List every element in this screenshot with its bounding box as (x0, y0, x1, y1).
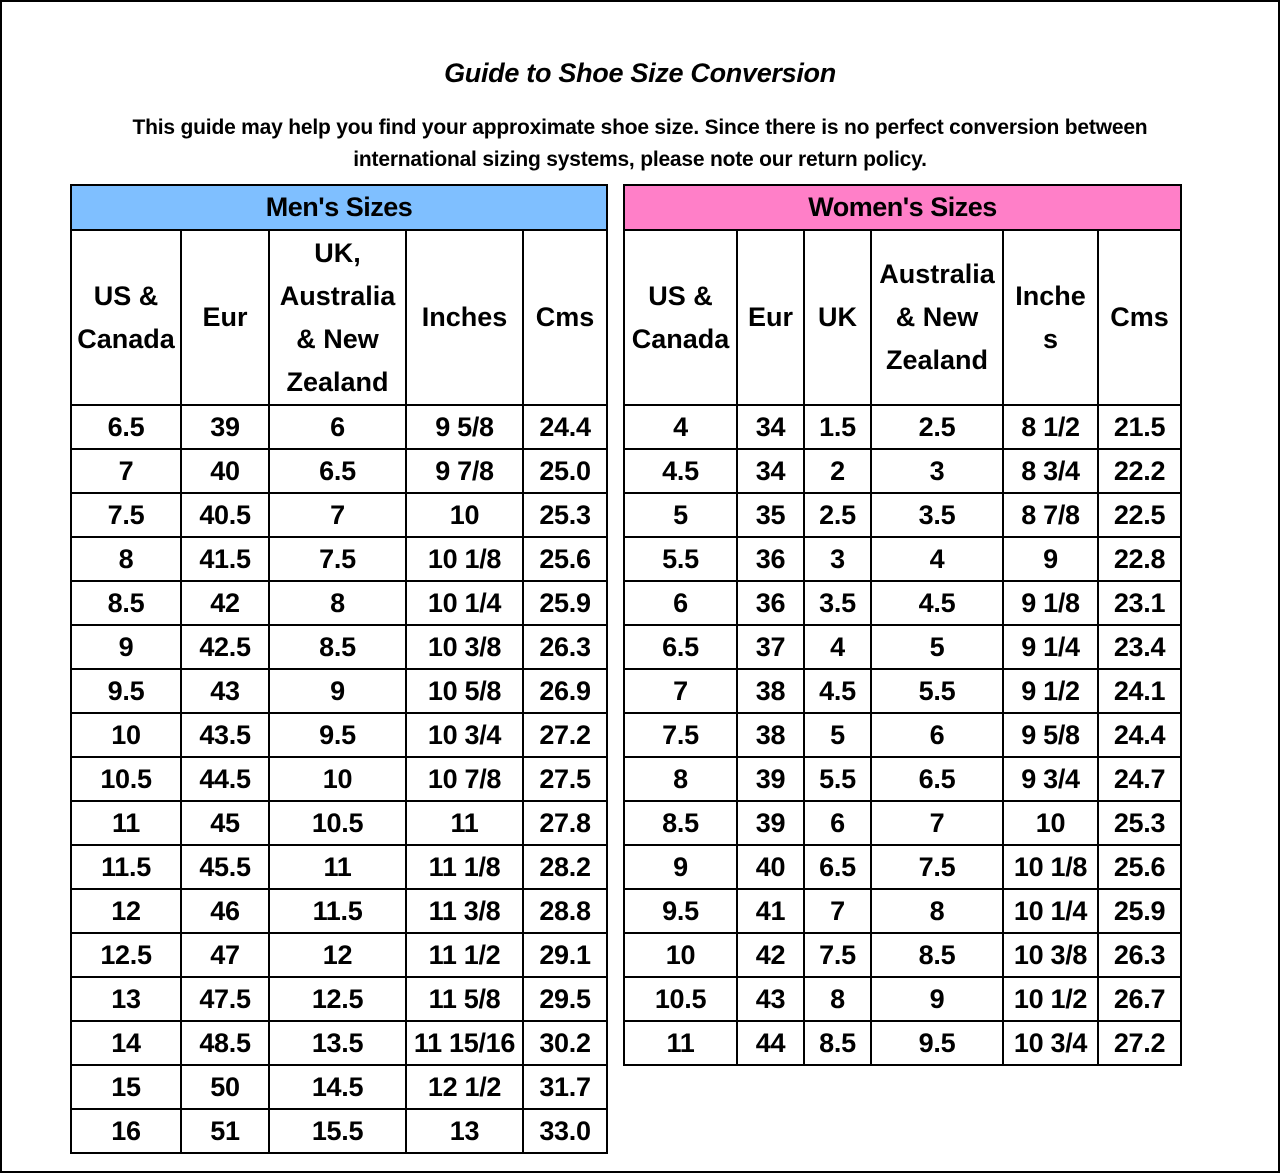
women-size-cell: 24.4 (1098, 713, 1181, 757)
men-size-cell: 48.5 (181, 1021, 269, 1065)
women-size-cell: 23.4 (1098, 625, 1181, 669)
women-size-cell: 3.5 (804, 581, 871, 625)
table-row (624, 625, 1181, 669)
men-size-cell: 9 7/8 (406, 449, 523, 493)
men-size-cell: 11 1/8 (406, 845, 523, 889)
women-size-cell: 9 5/8 (1003, 713, 1098, 757)
women-size-cell: 26.7 (1098, 977, 1181, 1021)
women-size-cell: 10 1/2 (1003, 977, 1098, 1021)
women-size-cell: 9 (871, 977, 1003, 1021)
men-column-header-line: Eur (202, 302, 248, 332)
men-size-cell: 10 1/8 (406, 537, 523, 581)
men-column-header-line: Zealand (286, 366, 389, 397)
table-row (624, 889, 1181, 933)
women-size-cell: 34 (737, 405, 804, 449)
table-row (624, 449, 1181, 493)
women-size-cell: 4.5 (624, 449, 737, 493)
women-size-cell: 5 (624, 493, 737, 537)
women-size-cell: 3.5 (871, 493, 1003, 537)
women-size-cell: 9 (1003, 537, 1098, 581)
women-size-cell: 23.1 (1098, 581, 1181, 625)
table-row (71, 537, 607, 581)
men-size-cell: 8 (269, 581, 406, 625)
men-size-cell: 9 (71, 625, 181, 669)
table-row (71, 405, 607, 449)
table-row (71, 1065, 607, 1109)
women-size-cell: 7.5 (804, 933, 871, 977)
women-size-cell: 22.8 (1098, 537, 1181, 581)
women-size-cell: 41 (737, 889, 804, 933)
women-size-cell: 4 (624, 405, 737, 449)
men-size-cell: 40 (181, 449, 269, 493)
women-size-cell: 8 (871, 889, 1003, 933)
men-size-cell: 44.5 (181, 757, 269, 801)
women-column-header-line: Eur (747, 302, 793, 332)
men-size-cell: 13.5 (269, 1021, 406, 1065)
men-size-cell: 10 7/8 (406, 757, 523, 801)
women-column-header (737, 230, 804, 405)
women-size-cell: 36 (737, 581, 804, 625)
women-size-cell: 5.5 (871, 669, 1003, 713)
women-size-cell: 7 (624, 669, 737, 713)
men-size-cell: 40.5 (181, 493, 269, 537)
men-size-cell: 13 (71, 977, 181, 1021)
men-size-cell: 12 (269, 933, 406, 977)
women-size-cell: 24.7 (1098, 757, 1181, 801)
women-column-header (871, 230, 1003, 405)
women-size-cell: 39 (737, 801, 804, 845)
women-size-cell: 3 (871, 449, 1003, 493)
men-size-cell: 8 (71, 537, 181, 581)
men-size-cell: 12 (71, 889, 181, 933)
women-size-cell: 43 (737, 977, 804, 1021)
women-size-cell: 6.5 (804, 845, 871, 889)
women-size-cell: 6.5 (624, 625, 737, 669)
table-row (624, 713, 1181, 757)
women-size-cell: 7 (871, 801, 1003, 845)
men-size-cell: 29.5 (523, 977, 607, 1021)
women-size-cell: 8 (624, 757, 737, 801)
table-row (624, 537, 1181, 581)
men-size-cell: 43 (181, 669, 269, 713)
men-size-cell: 27.5 (523, 757, 607, 801)
women-size-cell: 10 1/4 (1003, 889, 1098, 933)
table-row (71, 801, 607, 845)
men-column-header (181, 230, 269, 405)
subtitle-line-1: This guide may help you find your approximate shoe size. Since there is no perfect conversion between (132, 116, 1148, 139)
women-size-cell: 2.5 (804, 493, 871, 537)
men-size-cell: 46 (181, 889, 269, 933)
women-column-header (624, 230, 737, 405)
men-size-cell: 42 (181, 581, 269, 625)
men-column-header-line: Canada (77, 323, 175, 354)
women-size-cell: 9 (624, 845, 737, 889)
men-size-cell: 27.8 (523, 801, 607, 845)
table-row (71, 845, 607, 889)
men-size-cell: 6 (269, 405, 406, 449)
women-column-header-line: & New (895, 302, 979, 332)
women-size-cell: 4.5 (871, 581, 1003, 625)
table-row (624, 977, 1181, 1021)
men-column-header (523, 230, 607, 405)
men-size-cell: 16 (71, 1109, 181, 1153)
table-row (71, 713, 607, 757)
men-size-cell: 7.5 (71, 493, 181, 537)
table-row (624, 801, 1181, 845)
men-size-cell: 26.3 (523, 625, 607, 669)
men-size-cell: 11 (71, 801, 181, 845)
table-row (71, 581, 607, 625)
men-column-header-row (71, 230, 607, 405)
women-size-cell: 36 (737, 537, 804, 581)
men-size-cell: 7 (71, 449, 181, 493)
men-size-cell: 14 (71, 1021, 181, 1065)
women-size-cell: 8 7/8 (1003, 493, 1098, 537)
men-size-cell: 7.5 (269, 537, 406, 581)
women-size-cell: 6 (804, 801, 871, 845)
women-size-cell: 3 (804, 537, 871, 581)
men-sizes-table (70, 184, 608, 1154)
men-size-cell: 9.5 (269, 713, 406, 757)
women-size-cell: 1.5 (804, 405, 871, 449)
men-size-cell: 6.5 (71, 405, 181, 449)
women-size-cell: 9 1/2 (1003, 669, 1098, 713)
women-size-cell: 5.5 (804, 757, 871, 801)
women-size-cell: 2.5 (871, 405, 1003, 449)
men-size-cell: 39 (181, 405, 269, 449)
men-size-cell: 30.2 (523, 1021, 607, 1065)
table-row (71, 933, 607, 977)
men-size-cell: 45.5 (181, 845, 269, 889)
women-size-cell: 8.5 (624, 801, 737, 845)
men-sizes-body (71, 405, 607, 1153)
men-size-cell: 9.5 (71, 669, 181, 713)
women-size-cell: 22.5 (1098, 493, 1181, 537)
men-size-cell: 15.5 (269, 1109, 406, 1153)
women-size-cell: 7 (804, 889, 871, 933)
women-size-cell: 8 (804, 977, 871, 1021)
men-size-cell: 25.9 (523, 581, 607, 625)
men-size-cell: 10 (71, 713, 181, 757)
men-size-cell: 8.5 (71, 581, 181, 625)
men-size-cell: 28.8 (523, 889, 607, 933)
men-column-header-line: Australia (279, 280, 396, 311)
table-row (624, 493, 1181, 537)
men-size-cell: 10.5 (269, 801, 406, 845)
women-size-cell: 26.3 (1098, 933, 1181, 977)
men-size-cell: 15 (71, 1065, 181, 1109)
men-column-header-line: & New (296, 323, 379, 354)
men-size-cell: 9 (269, 669, 406, 713)
men-size-cell: 12 1/2 (406, 1065, 523, 1109)
men-size-cell: 6.5 (269, 449, 406, 493)
women-column-header-line: s (1042, 323, 1059, 354)
women-size-cell: 8.5 (871, 933, 1003, 977)
women-size-cell: 25.3 (1098, 801, 1181, 845)
men-size-cell: 11.5 (71, 845, 181, 889)
men-size-cell: 10 3/8 (406, 625, 523, 669)
women-size-cell: 25.6 (1098, 845, 1181, 889)
women-sizes-heading: Women's Sizes (624, 185, 1181, 230)
men-size-cell: 41.5 (181, 537, 269, 581)
women-size-cell: 4 (804, 625, 871, 669)
table-row (71, 757, 607, 801)
men-size-cell: 14.5 (269, 1065, 406, 1109)
men-column-header (71, 230, 181, 405)
women-size-cell: 10 1/8 (1003, 845, 1098, 889)
men-size-cell: 10 5/8 (406, 669, 523, 713)
table-row (71, 449, 607, 493)
women-size-cell: 38 (737, 713, 804, 757)
men-size-cell: 10 (269, 757, 406, 801)
women-size-cell: 42 (737, 933, 804, 977)
men-size-cell: 29.1 (523, 933, 607, 977)
men-size-cell: 33.0 (523, 1109, 607, 1153)
men-column-header-line: Cms (535, 302, 595, 332)
men-size-cell: 45 (181, 801, 269, 845)
women-size-cell: 35 (737, 493, 804, 537)
women-sizes-body (624, 405, 1181, 1065)
women-size-cell: 39 (737, 757, 804, 801)
men-size-cell: 10 (406, 493, 523, 537)
women-size-cell: 10 (624, 933, 737, 977)
men-sizes-heading: Men's Sizes (71, 185, 607, 230)
men-size-cell: 10 1/4 (406, 581, 523, 625)
women-size-cell: 38 (737, 669, 804, 713)
men-size-cell: 9 5/8 (406, 405, 523, 449)
table-row (624, 845, 1181, 889)
women-size-cell: 21.5 (1098, 405, 1181, 449)
women-column-header-line: Canada (631, 323, 730, 354)
women-size-cell: 5 (871, 625, 1003, 669)
women-size-cell: 25.9 (1098, 889, 1181, 933)
women-column-header-line: Zealand (885, 345, 989, 375)
page-title: Guide to Shoe Size Conversion (444, 58, 836, 88)
women-column-header-line: UK (818, 302, 857, 332)
men-size-cell: 11 1/2 (406, 933, 523, 977)
women-size-cell: 37 (737, 625, 804, 669)
table-row (624, 757, 1181, 801)
men-size-cell: 10 3/4 (406, 713, 523, 757)
women-size-cell: 10 3/4 (1003, 1021, 1098, 1065)
women-column-header (1003, 230, 1098, 405)
men-column-header (406, 230, 523, 405)
men-size-cell: 11 3/8 (406, 889, 523, 933)
women-size-cell: 8 3/4 (1003, 449, 1098, 493)
men-size-cell: 42.5 (181, 625, 269, 669)
women-size-cell: 6 (871, 713, 1003, 757)
women-size-cell: 9 1/8 (1003, 581, 1098, 625)
men-size-cell: 12.5 (269, 977, 406, 1021)
women-column-header-line: Inche (1015, 280, 1086, 311)
women-size-cell: 9.5 (624, 889, 737, 933)
table-row (71, 889, 607, 933)
table-row (71, 625, 607, 669)
women-column-header (804, 230, 871, 405)
men-size-cell: 28.2 (523, 845, 607, 889)
men-size-cell: 51 (181, 1109, 269, 1153)
men-size-cell: 27.2 (523, 713, 607, 757)
table-row (624, 669, 1181, 713)
women-size-cell: 22.2 (1098, 449, 1181, 493)
women-size-cell: 4 (871, 537, 1003, 581)
men-size-cell: 8.5 (269, 625, 406, 669)
men-column-header-line: UK, (314, 237, 361, 268)
women-size-cell: 6.5 (871, 757, 1003, 801)
table-row (71, 977, 607, 1021)
women-size-cell: 2 (804, 449, 871, 493)
women-size-cell: 10 (1003, 801, 1098, 845)
women-size-cell: 27.2 (1098, 1021, 1181, 1065)
men-size-cell: 31.7 (523, 1065, 607, 1109)
men-size-cell: 11 (269, 845, 406, 889)
table-row (71, 1021, 607, 1065)
women-size-cell: 9 3/4 (1003, 757, 1098, 801)
women-size-cell: 5 (804, 713, 871, 757)
table-row (624, 405, 1181, 449)
men-size-cell: 11.5 (269, 889, 406, 933)
women-size-cell: 24.1 (1098, 669, 1181, 713)
page-subtitle (102, 112, 1178, 176)
table-row (624, 933, 1181, 977)
men-size-cell: 47.5 (181, 977, 269, 1021)
men-column-header (269, 230, 406, 405)
women-size-cell: 9 1/4 (1003, 625, 1098, 669)
women-size-cell: 9.5 (871, 1021, 1003, 1065)
men-size-cell: 7 (269, 493, 406, 537)
women-sizes-table (623, 184, 1182, 1066)
men-size-cell: 13 (406, 1109, 523, 1153)
men-size-cell: 47 (181, 933, 269, 977)
women-size-cell: 7.5 (624, 713, 737, 757)
subtitle-line-2: international sizing systems, please note our return policy. (353, 148, 927, 171)
men-size-cell: 25.0 (523, 449, 607, 493)
men-size-cell: 11 (406, 801, 523, 845)
women-size-cell: 10 3/8 (1003, 933, 1098, 977)
men-size-cell: 25.3 (523, 493, 607, 537)
women-size-cell: 5.5 (624, 537, 737, 581)
women-size-cell: 8.5 (804, 1021, 871, 1065)
men-size-cell: 11 5/8 (406, 977, 523, 1021)
men-size-cell: 26.9 (523, 669, 607, 713)
men-size-cell: 24.4 (523, 405, 607, 449)
women-size-cell: 7.5 (871, 845, 1003, 889)
table-row (71, 1109, 607, 1153)
men-size-cell: 10.5 (71, 757, 181, 801)
women-size-cell: 8 1/2 (1003, 405, 1098, 449)
women-column-header-line: Cms (1110, 302, 1169, 332)
table-row (624, 581, 1181, 625)
men-column-header-line: Inches (421, 302, 508, 332)
men-size-cell: 12.5 (71, 933, 181, 977)
women-size-cell: 4.5 (804, 669, 871, 713)
men-size-cell: 50 (181, 1065, 269, 1109)
men-column-header-line: US & (93, 280, 159, 311)
women-size-cell: 34 (737, 449, 804, 493)
women-column-header-row (624, 230, 1181, 405)
men-size-cell: 11 15/16 (406, 1021, 523, 1065)
women-size-cell: 10.5 (624, 977, 737, 1021)
men-size-cell: 25.6 (523, 537, 607, 581)
women-size-cell: 40 (737, 845, 804, 889)
table-row (71, 493, 607, 537)
men-size-cell: 43.5 (181, 713, 269, 757)
women-column-header-line: US & (648, 280, 713, 311)
women-column-header (1098, 230, 1181, 405)
women-size-cell: 6 (624, 581, 737, 625)
table-row (71, 669, 607, 713)
women-size-cell: 11 (624, 1021, 737, 1065)
women-column-header-line: Australia (879, 259, 995, 289)
table-row (624, 1021, 1181, 1065)
women-size-cell: 44 (737, 1021, 804, 1065)
